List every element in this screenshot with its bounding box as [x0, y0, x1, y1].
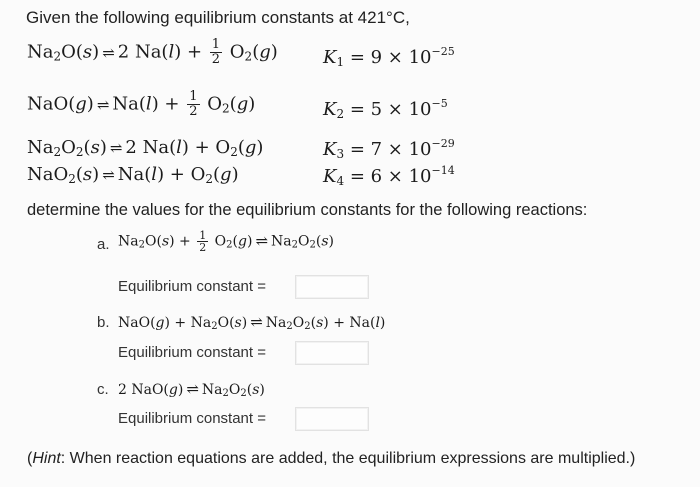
part-c-equation: 2 NaO(g) ⇌ $Na_2O_2(s)$: [118, 380, 265, 399]
part-a-letter: a.: [97, 236, 110, 253]
hint-open-paren: (: [27, 450, 33, 467]
part-c-eq-constant-label: Equilibrium constant =: [118, 410, 266, 427]
part-a-answer-input[interactable]: [295, 275, 369, 299]
hint-body: : When reaction equations are added, the equilibrium expressions are multiplied.): [60, 450, 636, 467]
part-b-letter: b.: [97, 314, 110, 331]
equilibrium-arrow-icon: ⇌: [186, 380, 199, 398]
equilibrium-arrow-icon: ⇌: [109, 139, 123, 157]
part-b-eq-constant-label: Equilibrium constant =: [118, 344, 266, 361]
k2-value: $K_2 = 5 \times 10^{-5}$: [323, 97, 448, 121]
intro-text: Given the following equilibrium constants at 421°C,: [26, 8, 410, 27]
equilibrium-arrow-icon: ⇌: [102, 166, 115, 184]
part-c-answer-input[interactable]: [295, 407, 369, 431]
k3-value: $K_3 = 7 \times 10^{-29}$: [323, 137, 455, 161]
hint-text: [27, 450, 635, 468]
k4-value: $K_4 = 6 \times 10^{-14}$: [323, 164, 455, 188]
given-equation-1: $Na_2O(s)$ ⇌ 2 Na(l) + $\frac{1}{2}$ $O_2(g)$: [27, 37, 278, 67]
hint-label: Hint: [32, 450, 61, 467]
equilibrium-arrow-icon: ⇌: [102, 43, 115, 62]
given-equation-3: $Na_2O_2(s)$ ⇌ 2 $Na(l) + O_2(g)$: [27, 137, 264, 159]
part-b-answer-input[interactable]: [295, 341, 369, 365]
given-equation-2: NaO(g) ⇌ Na(l) + $\frac{1}{2}$ $O_2(g)$: [27, 89, 256, 119]
equilibrium-arrow-icon: ⇌: [255, 231, 269, 250]
given-equation-4: NaO$_2$(s) ⇌ $Na(l) + O_2(g)$: [27, 164, 239, 186]
part-c-letter: c.: [97, 381, 109, 398]
instruction-text: determine the values for the equilibrium constants for the following reactions:: [27, 201, 588, 219]
part-a-eq-constant-label: Equilibrium constant =: [118, 278, 266, 295]
equilibrium-arrow-icon: ⇌: [96, 95, 110, 114]
part-a-equation: $Na_2O(s)$ + $\frac{1}{2}$ $O_2(g)$ ⇌ $Na_2O_2(s)$: [118, 229, 334, 254]
part-b-equation: $NaO(g) + Na_2O(s)$ ⇌ $Na_2O_2(s) + Na(l)$: [118, 313, 386, 332]
equilibrium-arrow-icon: ⇌: [250, 313, 263, 331]
k1-value: $K_1 = 9 \times 10^{-25}$: [323, 45, 455, 69]
